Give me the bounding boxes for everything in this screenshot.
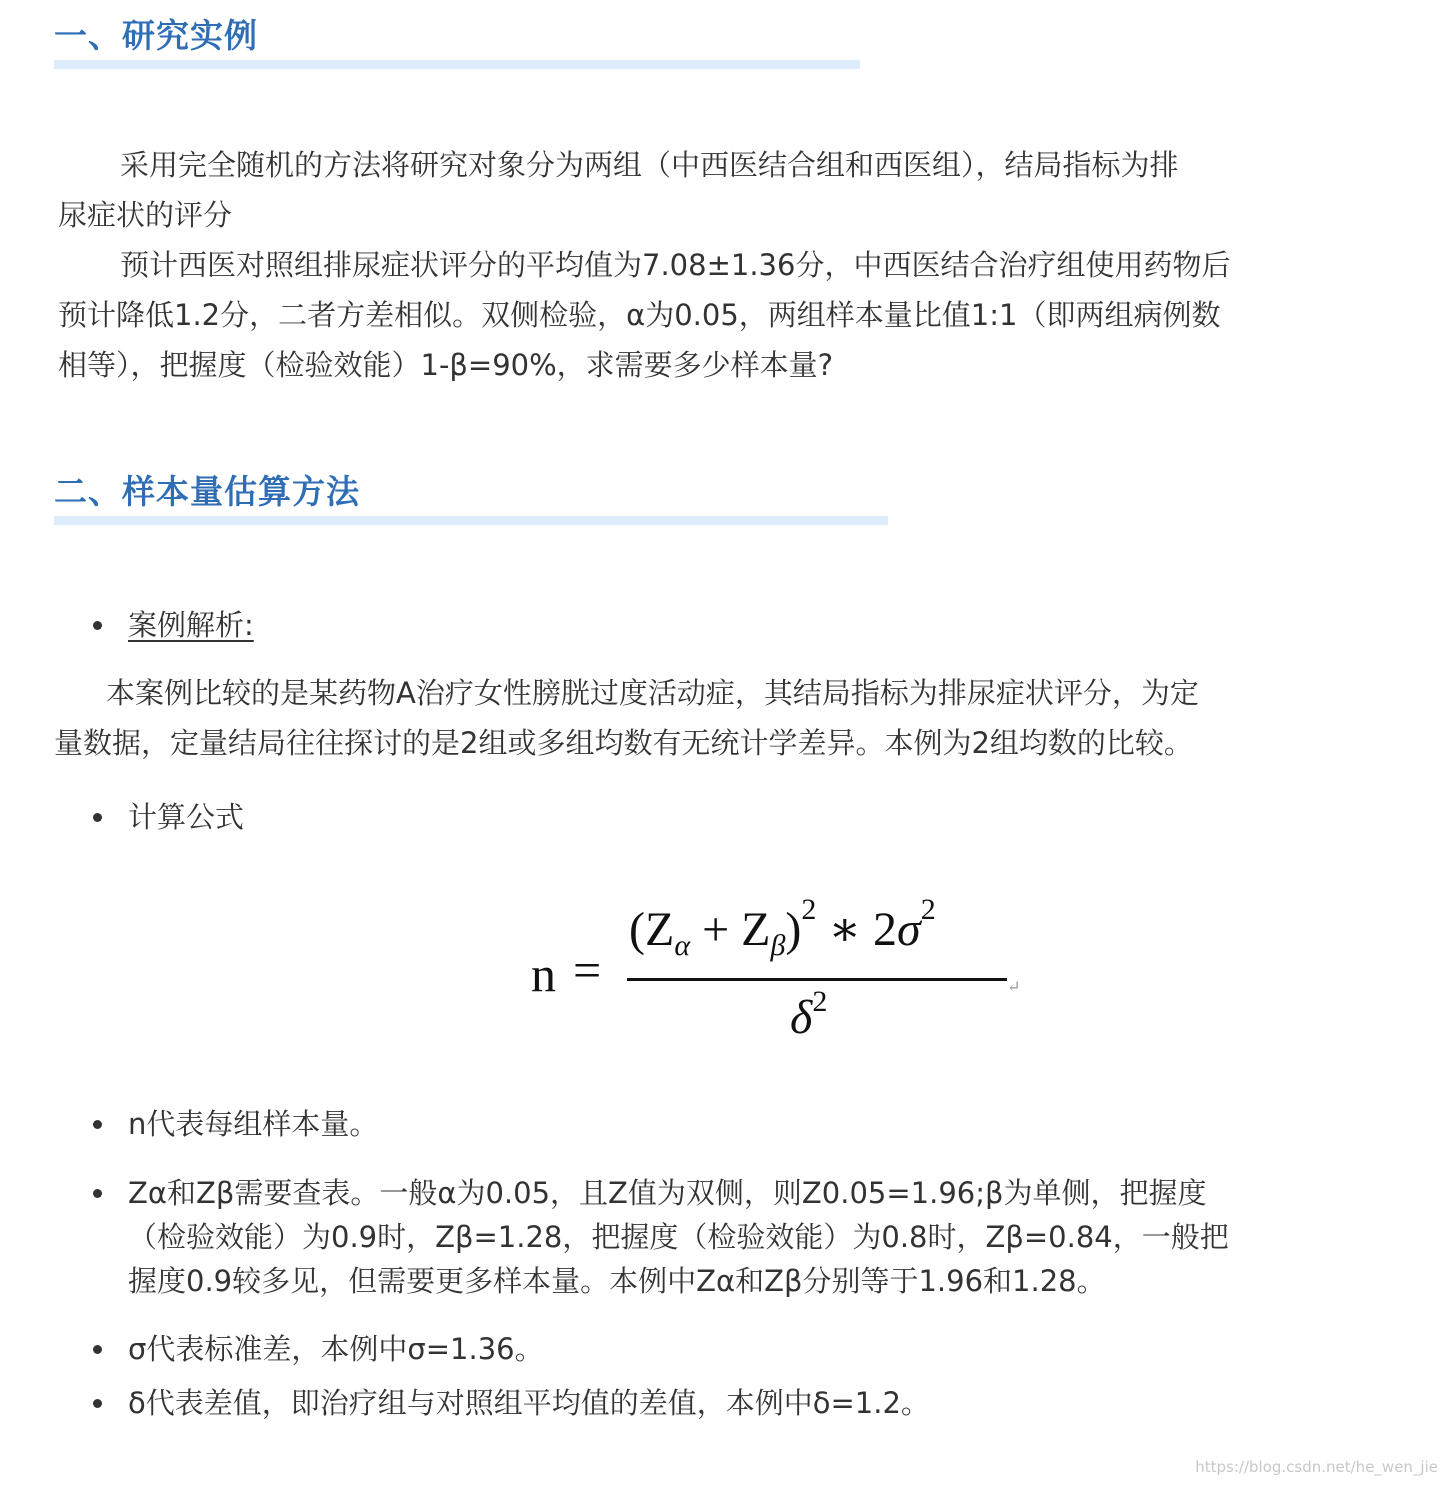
note-z-line: Zα和Zβ需要查表。一般α为0.05，且Z值为双侧，则Z0.05=1.96;β为单侧，把握度 [128,1176,1207,1210]
bullet-formula-label: 计算公式 [128,795,244,836]
note-z-line: （检验效能）为0.9时，Zβ=1.28，把握度（检验效能）为0.8时，Zβ=0.84，一般把 [128,1220,1229,1254]
section-heading-research-example: 一、研究实例 [54,16,258,55]
paragraph-line: 预计降低1.2分，二者方差相似。双侧检验，α为0.05，两组样本量比值1:1（即两组病例数 [58,298,1221,332]
formula-lhs: n [531,946,556,1002]
bullet-note-z [128,1171,1229,1303]
bullet-note-sigma: σ代表标准差，本例中σ=1.36。 [128,1327,544,1368]
bullet-note-delta: δ代表差值，即治疗组与对照组平均值的差值，本例中δ=1.2。 [128,1381,930,1422]
section-heading-sample-size-method: 二、样本量估算方法 [54,472,360,511]
case-paragraph-line: 本案例比较的是某药物A治疗女性膀胱过度活动症，其结局指标为排尿症状评分，为定 [106,676,1199,710]
note-z-line: 握度0.9较多见，但需要更多样本量。本例中Zα和Zβ分别等于1.96和1.28。 [128,1264,1106,1298]
formula-numerator: $(Z_\alpha + Z_\beta)^2$ ∗ $2\sigma^2$ [629,893,936,962]
paragraph-line: 尿症状的评分 [58,198,233,232]
paragraph-line: 采用完全随机的方法将研究对象分为两组（中西医结合组和西医组），结局指标为排 [120,148,1179,182]
paragraph-line: 相等），把握度（检验效能）1-β=90%，求需要多少样本量? [58,348,834,382]
watermark-url: https://blog.csdn.net/he_wen_jie [1195,1458,1438,1476]
sample-size-formula [525,885,1035,1045]
bullet-case-analysis [128,603,254,644]
heading-underline [54,60,860,69]
return-mark-icon: ↵ [1007,979,1021,996]
paragraph-line: 预计西医对照组排尿症状评分的平均值为7.08±1.36分，中西医结合治疗组使用药物后 [120,248,1231,282]
case-analysis-label: 案例解析: [128,608,254,642]
case-paragraph-line: 量数据，定量结局往往探讨的是2组或多组均数有无统计学差异。本例为2组均数的比较。 [54,726,1193,760]
heading-underline [54,516,888,525]
bullet-note-n: n代表每组样本量。 [128,1102,378,1143]
formula-denominator: $\delta^2$ [790,985,828,1044]
formula-equals: = [573,942,602,998]
fraction-bar [627,978,1007,981]
